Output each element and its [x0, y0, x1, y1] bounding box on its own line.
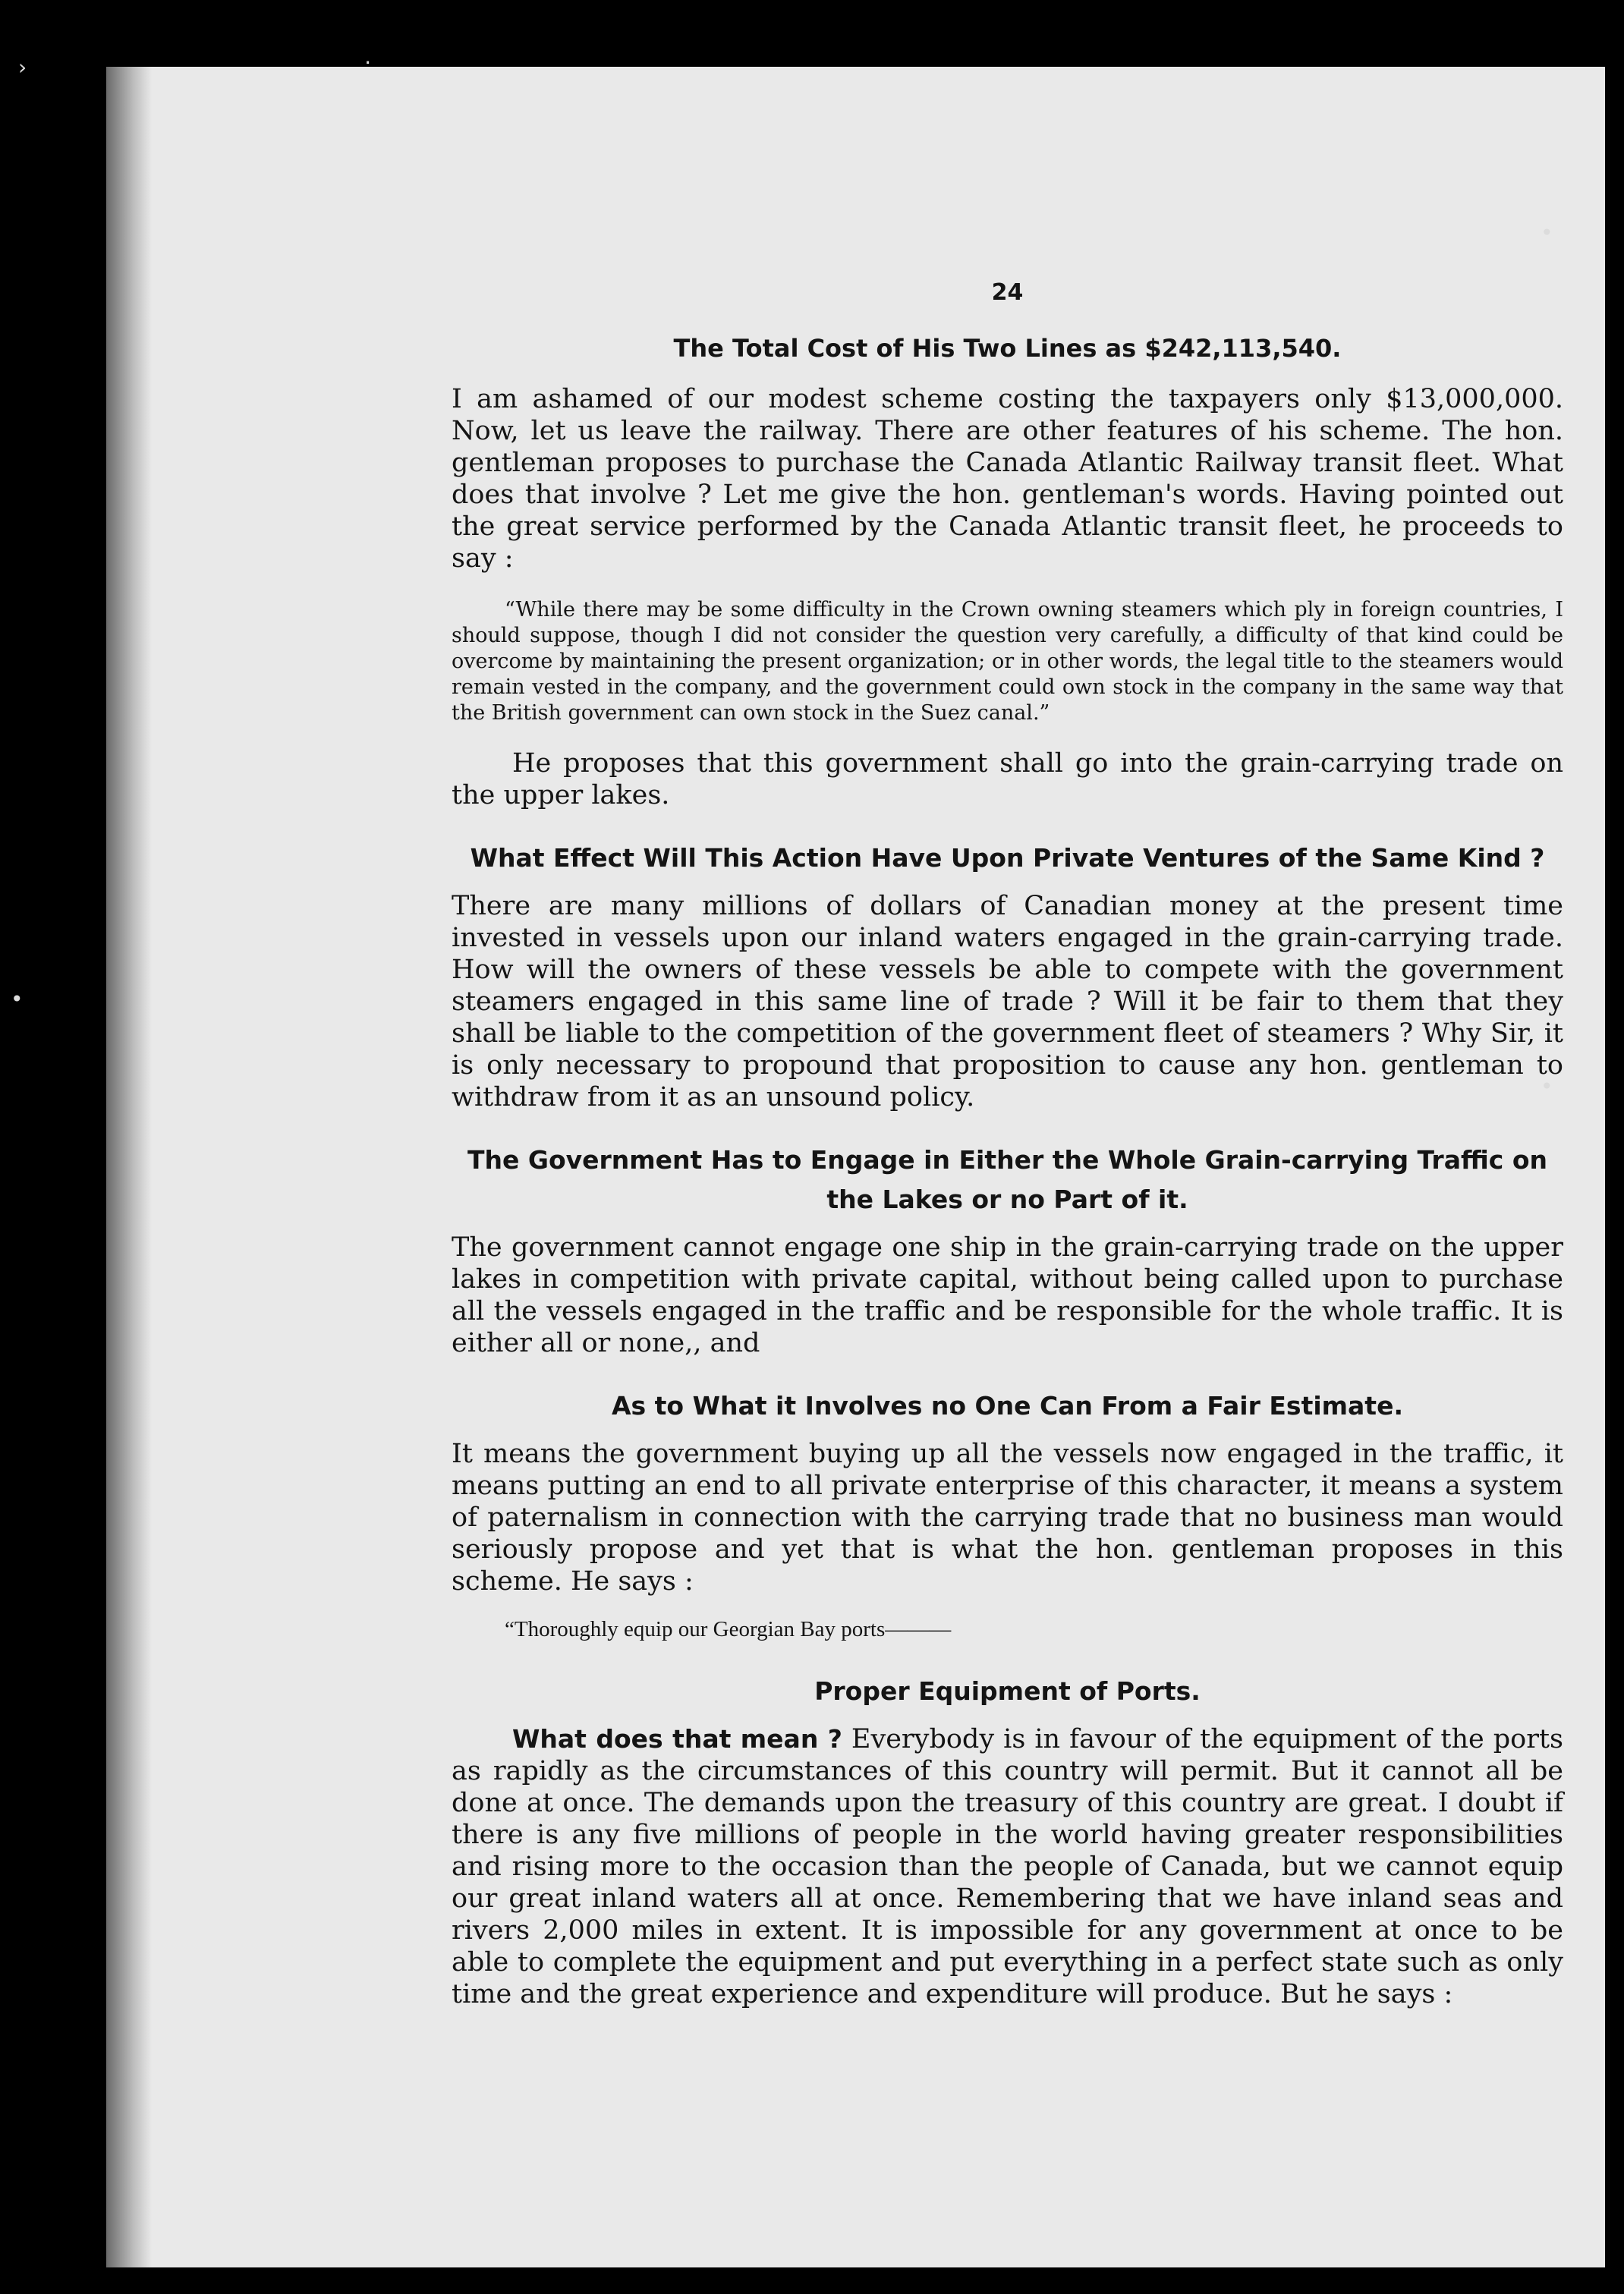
scan-mark: ․ [364, 44, 372, 69]
scan-mark: › [18, 55, 27, 80]
scanned-page [106, 67, 1605, 2267]
page-number: 24 [991, 279, 1024, 306]
section-heading-fair-estimate: As to What it Involves no One Can From a Fair Estimate. [611, 1391, 1403, 1421]
page-title: The Total Cost of His Two Lines as $242,113,540. [673, 334, 1342, 363]
paragraph-1: I am ashamed of our modest scheme costing the taxpayers only $13,000,000. Now, let us leave the railway. There are other features of his scheme. The hon. gentleman proposes to purchase the Canada Atlantic Railway transit fleet. What does that involve ? Let me give the hon. gentleman's words. Having pointed out the great service performed by the Canada Atlantic transit fleet, he proceeds to say : [452, 384, 1563, 574]
paragraph-5: It means the government buying up all the vessels now engaged in the traffic, it means putting an end to all private enterprise of this character, it means a system of paternalism in connection with the carrying trade that no business man would seriously propose and yet that is what the hon. gentleman proposes in this scheme. He says : [452, 1439, 1563, 1597]
paragraph-6 [452, 1723, 1563, 2010]
scan-mark: • [11, 987, 24, 1012]
page-content [452, 279, 1563, 2010]
paragraph-6-lead: What does that mean ? [512, 1724, 842, 1754]
section-heading-whole-traffic: The Government Has to Engage in Either the Whole Grain-carrying Traffic on the Lakes or no Part of it. [467, 1145, 1547, 1214]
scan-mark: • [1541, 220, 1553, 245]
paragraph-6-body: Everybody is in favour of the equipment of the ports as rapidly as the circumstances of this country will permit. But it cannot all be done at once. The demands upon the treasury of this country are great. I doubt if there is any five millions of people in the world having greater responsibilities and rising more to the occasion than the people of Canada, but we cannot equip our great inland waters all at once. Remembering that we have inland seas and rivers 2,000 miles in extent. It is impossible for any government at once to be able to complete the equipment and put everything in a perfect state such as only time and the great experience and expenditure will produce. But he says : [452, 1724, 1563, 2009]
block-quote-1: “While there may be some difficulty in the Crown owning steamers which ply in foreign countries, I should suppose, though I did not consider the question very carefully, a difficulty of that kind could be overcome by maintaining the present organization; or in other words, the legal title to the steamers would remain vested in the company, and the government could own stock in the company in the same way that the British government can own stock in the Suez canal.” [452, 598, 1563, 725]
section-heading-equipment-of-ports: Proper Equipment of Ports. [814, 1676, 1201, 1706]
section-heading-private-ventures: What Effect Will This Action Have Upon Private Ventures of the Same Kind ? [470, 843, 1545, 873]
scan-mark: • [1541, 1074, 1553, 1099]
paragraph-4: The government cannot engage one ship in the grain-carrying trade on the upper lakes in competition with private capital, without being called upon to purchase all the vessels engaged in the traffic and be responsible for the whole traffic. It is either all or none,, and [452, 1232, 1563, 1358]
block-quote-2: “Thoroughly equip our Georgian Bay ports——— [505, 1617, 952, 1641]
paragraph-3: There are many millions of dollars of Canadian money at the present time invested in vessels upon our inland waters engaged in the grain-carrying trade. How will the owners of these vessels be able to compete with the government steamers engaged in this same line of trade ? Will it be fair to them that they shall be liable to the competition of the government fleet of steamers ? Why Sir, it is only necessary to propound that proposition to cause any hon. gentleman to withdraw from it as an unsound policy. [452, 891, 1563, 1112]
paragraph-2: He proposes that this government shall go into the grain-carrying trade on the upper lakes. [452, 748, 1563, 810]
